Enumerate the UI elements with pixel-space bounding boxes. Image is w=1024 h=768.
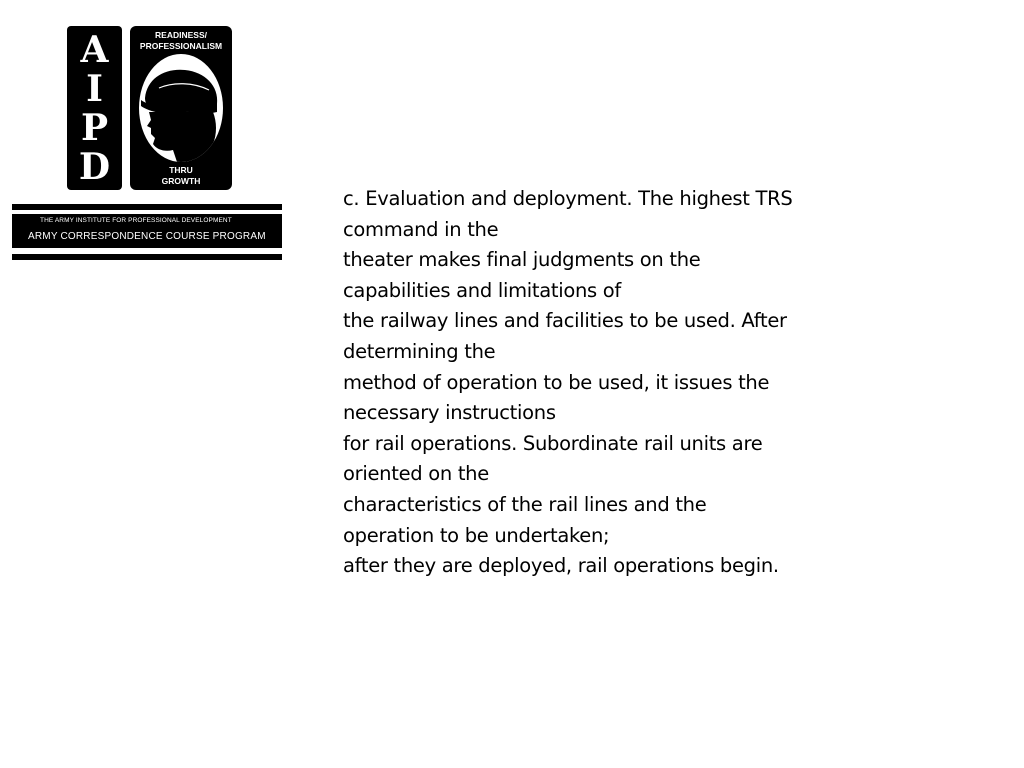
emblem-bottom-line-1: THRU <box>169 165 193 175</box>
institute-name: THE ARMY INSTITUTE FOR PROFESSIONAL DEVELOPMENT <box>40 217 232 224</box>
paragraph-line: for rail operations. Subordinate rail units are <box>343 431 763 455</box>
logo-letter-i: I <box>86 67 103 110</box>
paragraph-line: theater makes final judgments on the <box>343 248 701 272</box>
logo-letters-panel <box>67 26 122 190</box>
paragraph-line: c. Evaluation and deployment. The highest TRS <box>343 187 793 210</box>
program-name: ARMY CORRESPONDENCE COURSE PROGRAM <box>28 231 266 242</box>
logo-letter-d: D <box>78 145 111 188</box>
logo-letter-a: A <box>80 28 109 71</box>
logo-letter-p: P <box>80 106 109 149</box>
paragraph-line: method of operation to be used, it issues the <box>343 370 770 394</box>
emblem-bottom-line-2: GROWTH <box>161 176 201 186</box>
paragraph-line: characteristics of the rail lines and the <box>343 492 707 516</box>
logo-banner <box>12 214 282 248</box>
paragraph-line: necessary instructions <box>343 401 556 425</box>
paragraph-line: determining the <box>343 339 496 363</box>
emblem-top-text <box>130 30 232 52</box>
soldier-helmet-icon <box>139 54 223 162</box>
emblem-bottom-text <box>130 165 232 187</box>
emblem-top-line-2: PROFESSIONALISM <box>139 41 223 51</box>
document-paragraph <box>343 184 843 582</box>
emblem-top-line-1: READINESS/ <box>155 30 207 40</box>
paragraph-line: command in the <box>343 217 499 241</box>
logo-divider-top <box>12 204 282 210</box>
paragraph-line: capabilities and limitations of <box>343 278 621 302</box>
paragraph-line: the railway lines and facilities to be used. After <box>343 309 787 333</box>
aipd-logo <box>12 26 282 262</box>
paragraph-line: oriented on the <box>343 462 489 486</box>
logo-divider-bottom <box>12 254 282 260</box>
paragraph-line: operation to be undertaken; <box>343 523 610 547</box>
logo-emblem <box>130 26 232 190</box>
paragraph-line: after they are deployed, rail operations begin. <box>343 554 779 578</box>
